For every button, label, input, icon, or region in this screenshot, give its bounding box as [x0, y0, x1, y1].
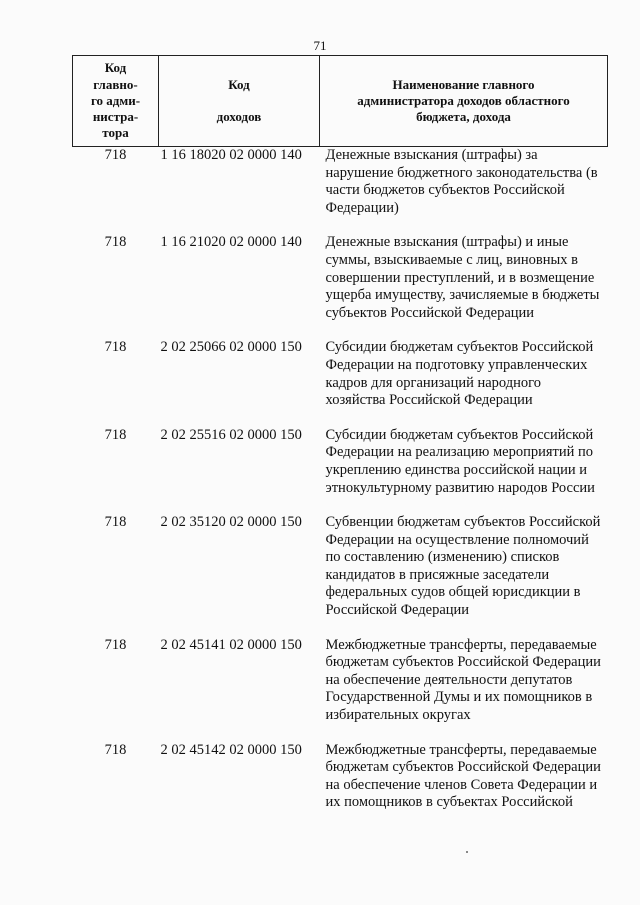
header-name: Наименование главного администратора доходов областного бюджета, дохода [320, 56, 608, 147]
header-income-code: Код доходов [159, 56, 320, 147]
income-code-cell: 1 16 21020 02 0000 140 [160, 234, 302, 251]
income-name-cell: Субвенции бюджетам субъектов Российской Федерации на осуществление полномочий по составлению (изменению) списков кандидатов в присяжные заседатели федеральных судов общей юрисдикции в Российской Федерации [325, 514, 601, 619]
admin-code-cell: 718 [104, 514, 127, 531]
income-code-cell: 2 02 25066 02 0000 150 [160, 339, 302, 356]
table-row [73, 514, 608, 637]
admin-code-cell: 718 [104, 426, 127, 443]
admin-code-cell: 718 [104, 339, 127, 356]
income-name-cell: Субсидии бюджетам субъектов Российской Федерации на подготовку управленческих кадров для организаций народного хозяйства Российской Федерации [325, 339, 594, 409]
scan-speck [466, 851, 468, 853]
income-name-cell: Субсидии бюджетам субъектов Российской Федерации на реализацию мероприятий по укреплению единства российской нации и этнокультурному развитию народов России [325, 426, 595, 496]
admin-code-cell: 718 [104, 147, 127, 163]
income-code-cell: 1 16 18020 02 0000 140 [160, 147, 302, 163]
admin-code-cell: 718 [104, 234, 127, 251]
income-code-cell: 2 02 35120 02 0000 150 [160, 514, 302, 531]
income-code-cell: 2 02 45142 02 0000 150 [160, 741, 302, 758]
table-header-row [73, 56, 608, 147]
header-admin-code: Код главно- го адми- нистра- тора [73, 56, 159, 147]
income-name-cell: Денежные взыскания (штрафы) за нарушение бюджетного законодательства (в части бюджетов субъектов Российской Федерации) [325, 147, 598, 216]
table-row [73, 637, 608, 742]
table-row [73, 234, 608, 339]
table-row [73, 147, 608, 235]
income-name-cell: Межбюджетные трансферты, передаваемые бюджетам субъектов Российской Федерации на обеспечение деятельности депутатов Государственной Думы и их помощников в избирательных округах [325, 636, 601, 724]
page-number: 71 [313, 38, 327, 53]
admin-code-cell: 718 [104, 741, 127, 758]
table-row [73, 742, 608, 812]
income-code-cell: 2 02 25516 02 0000 150 [160, 426, 302, 443]
table-row [73, 427, 608, 514]
income-code-cell: 2 02 45141 02 0000 150 [160, 636, 302, 653]
table-row [73, 339, 608, 426]
income-name-cell: Межбюджетные трансферты, передаваемые бюджетам субъектов Российской Федерации на обеспечение членов Совета Федерации и их помощников в субъектах Российской [325, 741, 601, 811]
admin-code-cell: 718 [104, 636, 127, 653]
income-name-cell: Денежные взыскания (штрафы) и иные суммы, взыскиваемые с лиц, виновных в совершении преступлений, и в возмещение ущерба имуществу, зачисляемые в бюджеты субъектов Российской Федерации [325, 234, 600, 321]
income-codes-table [72, 55, 608, 812]
